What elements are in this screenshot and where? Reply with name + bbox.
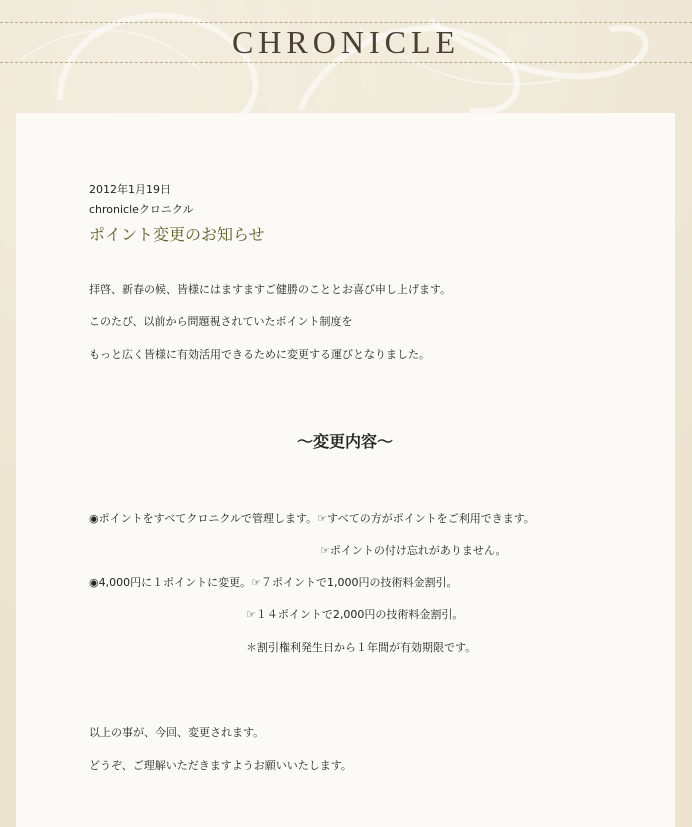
change-line-1: ◉ポイントをすべてクロニクルで管理します。☞すべての方がポイントをご利用できます。	[89, 512, 535, 525]
post-date: 2012年1月19日	[89, 183, 171, 196]
post-author[interactable]: chronicleクロニクル	[89, 203, 194, 216]
intro-paragraph-2: このたび、以前から問題視されていたポイント制度を	[89, 315, 353, 328]
change-line-4: ☞１４ポイントで2,000円の技術料金割引。	[246, 608, 464, 621]
closing-paragraph-2: どうぞ、ご理解いただきますようお願いいたします。	[89, 759, 352, 772]
intro-paragraph-1: 拝啓、新春の候、皆様にはますますご健勝のこととお喜び申し上げます。	[89, 283, 452, 296]
site-logo[interactable]: CHRONICLE	[231, 24, 461, 60]
section-heading: ～変更内容～	[296, 432, 393, 451]
change-line-2: ☞ポイントの付け忘れがありません。	[320, 544, 507, 557]
post-title[interactable]: ポイント変更のお知らせ	[89, 225, 265, 244]
header-top-rule	[0, 22, 692, 23]
header-bottom-rule	[0, 62, 692, 63]
closing-paragraph-1: 以上の事が、今回、変更されます。	[89, 726, 265, 739]
intro-paragraph-3: もっと広く皆様に有効活用できるために変更する運びとなりました。	[89, 348, 430, 361]
post-article	[89, 183, 649, 245]
change-line-3: ◉4,000円に１ポイントに変更。☞７ポイントで1,000円の技術料金割引。	[89, 576, 458, 589]
change-line-5: ＊割引権利発生日から１年間が有効期限です。	[246, 641, 477, 654]
site-header	[0, 0, 692, 112]
content-panel	[16, 113, 675, 827]
